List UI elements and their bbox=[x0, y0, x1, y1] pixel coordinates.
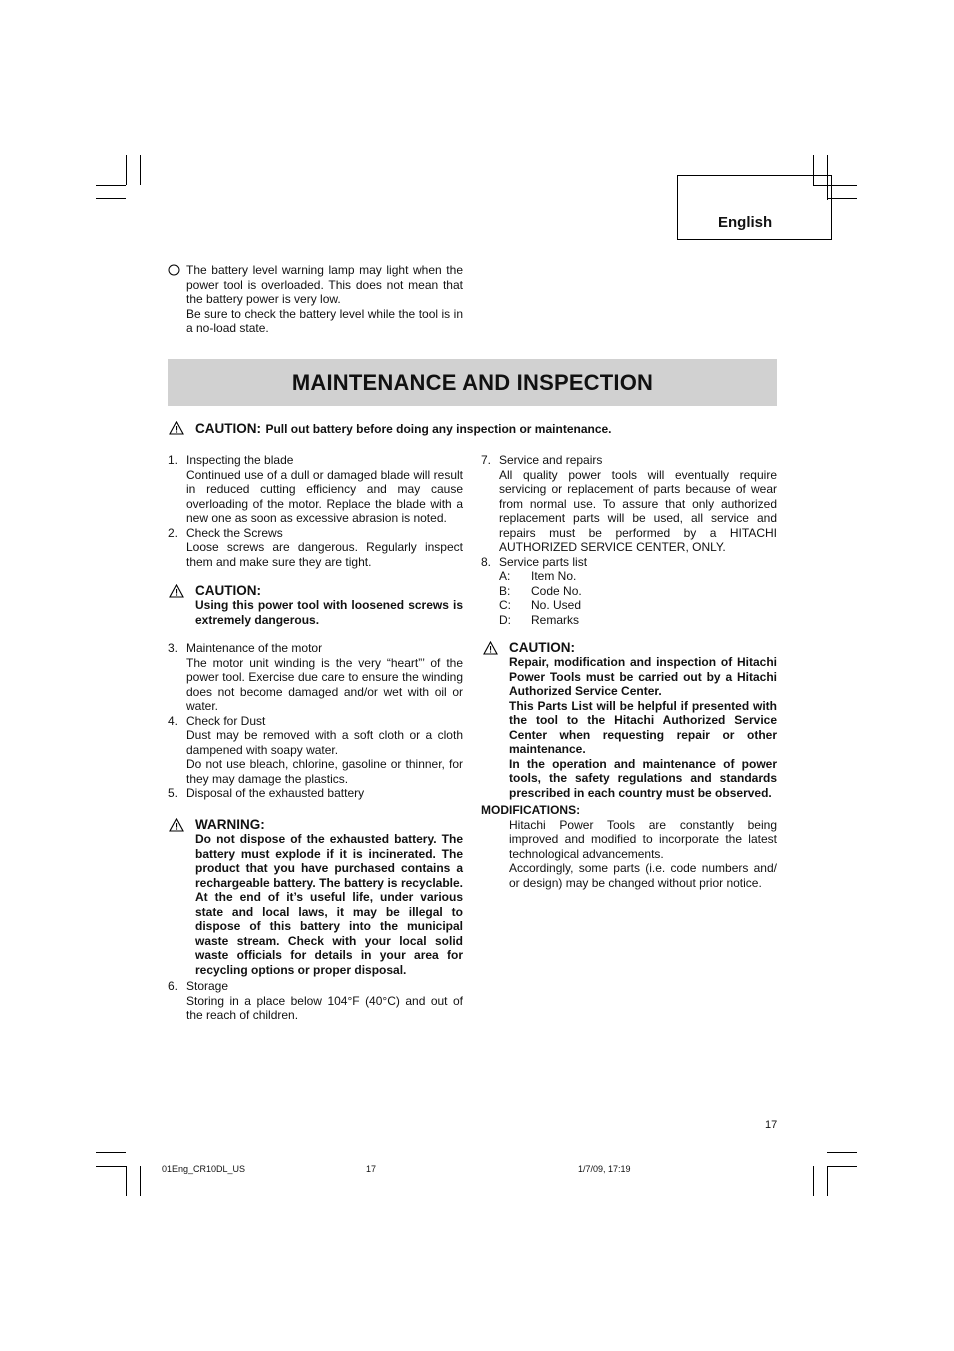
page-number: 17 bbox=[765, 1119, 778, 1131]
list-item: 8. Service parts list A: Item No. B: Code No. C: No. Used D: Remarks bbox=[481, 555, 777, 628]
caution-text: In the operation and maintenance of power tools, the safety regulations and standards prescribed in each country must be observed. bbox=[509, 756, 777, 800]
footer-file: 01Eng_CR10DL_US bbox=[162, 1164, 246, 1174]
intro-note bbox=[186, 263, 463, 336]
caution-screws bbox=[195, 583, 463, 627]
crop-mark bbox=[827, 1166, 828, 1196]
warning-label: WARNING: bbox=[195, 817, 265, 832]
item-body: Dust may be removed with a soft cloth or a cloth dampened with soapy water. bbox=[186, 728, 463, 757]
circle-bullet-icon bbox=[168, 264, 180, 276]
modifications bbox=[481, 803, 777, 890]
modifications-text: Hitachi Power Tools are constantly being improved and modified to incorporate the latest technological advancements. bbox=[509, 817, 777, 861]
left-column-bottom bbox=[168, 979, 463, 1023]
warning-triangle-icon bbox=[169, 818, 184, 832]
item-title: Storage bbox=[186, 979, 229, 993]
item-title: Check for Dust bbox=[186, 713, 266, 728]
crop-mark bbox=[140, 155, 141, 185]
parts-row: C: No. Used bbox=[499, 598, 582, 612]
crop-mark bbox=[827, 1152, 857, 1153]
modifications-text: Accordingly, some parts (i.e. code numbers and/ or design) may be changed without prior notice. bbox=[509, 861, 777, 890]
list-item: 2. Check the Screws Loose screws are dangerous. Regularly inspect them and make sure they are tight. bbox=[168, 525, 463, 569]
list-item: 1. Inspecting the blade Continued use of a dull or damaged blade will result in reduced cutting efficiency and may cause overloading of the motor. Replace the blade with a new one as soon as excessive abrasion is noted. bbox=[168, 453, 463, 525]
item-body: Loose screws are dangerous. Regularly inspect them and make sure they are tight. bbox=[186, 540, 463, 569]
list-item: 4. Check for Dust Dust may be removed with a soft cloth or a cloth dampened with soapy water. Do not use bleach, chlorine, gasoline or thinner, for they may damage the plastics. bbox=[168, 713, 463, 786]
crop-mark bbox=[140, 1166, 141, 1196]
caution-text: Pull out battery before doing any inspection or maintenance. bbox=[265, 422, 612, 436]
item-body: Do not use bleach, chlorine, gasoline or thinner, for they may damage the plastics. bbox=[186, 757, 463, 786]
list-item: 7. Service and repairs All quality power tools will eventually require servicing or replacement of parts because of wear from normal use. To assure that only authorized replacement parts will be used, all service and repairs must be performed by a HITACHI AUTHORIZED SERVICE CENTER, ONLY. bbox=[481, 453, 777, 554]
caution-repair bbox=[509, 640, 777, 800]
intro-note-line: Be sure to check the battery level while the tool is in a no-load state. bbox=[186, 306, 463, 335]
list-item: 6. Storage Storing in a place below 104°F (40°C) and out of the reach of children. bbox=[168, 979, 463, 1022]
right-column bbox=[481, 453, 777, 627]
crop-mark bbox=[813, 1166, 814, 1196]
footer-page: 17 bbox=[366, 1164, 377, 1174]
item-title: Disposal of the exhausted battery bbox=[186, 786, 365, 800]
crop-mark bbox=[96, 1166, 126, 1167]
top-caution bbox=[195, 420, 612, 438]
item-body: Storing in a place below 104°F (40°C) and out of the reach of children. bbox=[186, 993, 463, 1022]
parts-row: D: Remarks bbox=[499, 612, 580, 627]
caution-text: This Parts List will be helpful if presented with the tool to the Hitachi Authorized Service Center when requesting repair or other maintenance. bbox=[509, 698, 777, 756]
crop-mark bbox=[96, 198, 126, 199]
item-title: Service and repairs bbox=[499, 453, 603, 467]
item-title: Maintenance of the motor bbox=[186, 641, 323, 655]
warning-battery bbox=[195, 817, 463, 977]
list-item: 3. Maintenance of the motor The motor unit winding is the very “heart”’ of the power tool. Exercise due care to ensure the winding does not become damaged and/or wet with oil or water. bbox=[168, 641, 463, 713]
caution-label: CAUTION: bbox=[509, 640, 575, 655]
language-label: English bbox=[718, 214, 773, 231]
intro-note-line: The battery level warning lamp may light when the power tool is overloaded. This does not mean that the battery power is very low. bbox=[186, 263, 463, 306]
item-body: Continued use of a dull or damaged blade will result in reduced cutting efficiency and may cause overloading of the motor. Replace the blade with a new one as soon as excessive abrasion is noted. bbox=[186, 467, 463, 525]
warning-text: Do not dispose of the exhausted battery. The battery must explode if it is incinerated. The product that you have purchased contains a rechargeable battery. The battery is recyclable. At the end of it’s useful life, under various state and local laws, it may be illegal to dispose of this battery into the municipal waste stream. Check with your local solid waste officials for details in your area for recycling options or proper disposal. bbox=[195, 832, 463, 977]
warning-triangle-icon bbox=[169, 584, 184, 598]
item-body: All quality power tools will eventually require servicing or replacement of parts because of wear from normal use. To assure that only authorized replacement parts will be used, all service and repairs must be performed by a HITACHI AUTHORIZED SERVICE CENTER, ONLY. bbox=[499, 467, 777, 554]
section-banner bbox=[168, 359, 777, 406]
left-column bbox=[168, 453, 463, 569]
warning-triangle-icon bbox=[483, 641, 498, 655]
warning-triangle-icon bbox=[169, 421, 184, 435]
caution-text: Using this power tool with loosened screws is extremely dangerous. bbox=[195, 598, 463, 627]
caution-label: CAUTION: bbox=[195, 421, 261, 436]
item-body: The motor unit winding is the very “heart”’ of the power tool. Exercise due care to ensure the winding does not become damaged and/or wet with oil or water. bbox=[186, 655, 463, 713]
left-column-lower bbox=[168, 641, 463, 801]
crop-mark bbox=[827, 1166, 857, 1167]
crop-mark bbox=[126, 1166, 127, 1196]
section-title: MAINTENANCE AND INSPECTION bbox=[291, 369, 654, 395]
footer-date: 1/7/09, 17:19 bbox=[578, 1164, 631, 1174]
caution-text: Repair, modification and inspection of Hitachi Power Tools must be carried out by a Hitachi Authorized Service Center. bbox=[509, 655, 777, 698]
crop-mark bbox=[96, 1152, 126, 1153]
crop-mark bbox=[126, 155, 127, 185]
language-box bbox=[677, 175, 832, 240]
item-title: Inspecting the blade bbox=[186, 453, 294, 467]
item-title: Check the Screws bbox=[186, 525, 283, 540]
parts-row: B: Code No. bbox=[499, 583, 582, 598]
caution-label: CAUTION: bbox=[195, 583, 261, 598]
parts-row: A: Item No. bbox=[499, 569, 577, 583]
modifications-label: MODIFICATIONS: bbox=[481, 803, 581, 817]
crop-mark bbox=[96, 185, 126, 186]
item-title: Service parts list bbox=[499, 554, 588, 569]
list-item: 5. Disposal of the exhausted battery bbox=[168, 786, 365, 800]
